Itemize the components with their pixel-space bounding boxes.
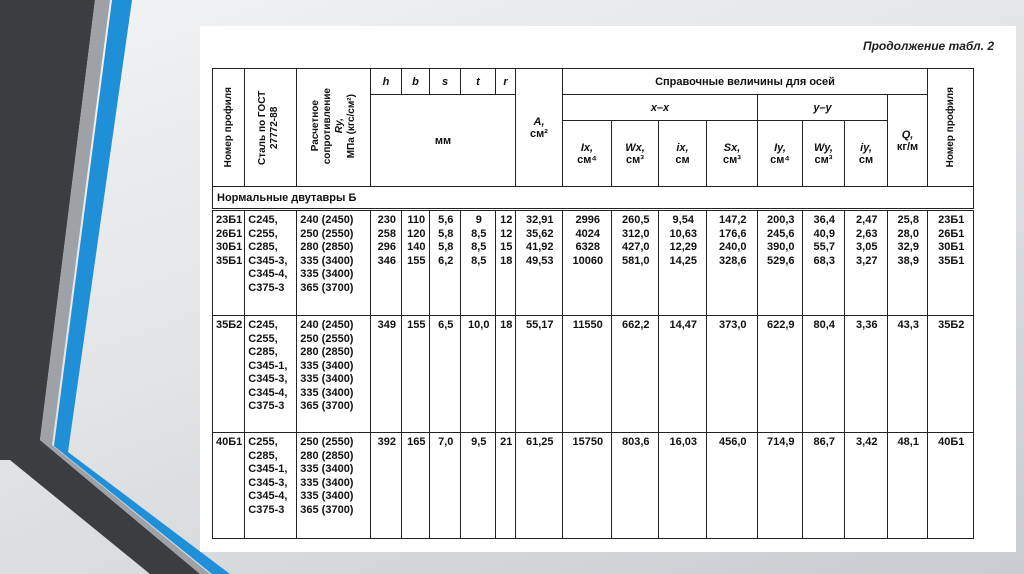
cell-Wy: 36,4 40,9 55,7 68,3 bbox=[803, 211, 845, 316]
profile-table bbox=[212, 68, 974, 209]
cell-Wx: 260,5 312,0 427,0 581,0 bbox=[612, 211, 659, 316]
section-title: Нормальные двутавры Б bbox=[213, 187, 974, 209]
header-iy-moment: Iy, см⁴ bbox=[758, 121, 803, 187]
cell-profile2: 23Б1 26Б1 30Б1 35Б1 bbox=[928, 211, 974, 316]
cell-steel: С245, С255, С285, С345-1, С345-3, С345-4, С375-3 bbox=[245, 316, 297, 433]
cell-ix: 9,54 10,63 12,29 14,25 bbox=[659, 211, 707, 316]
header-sx: Sx, см³ bbox=[707, 121, 758, 187]
profile-table-body bbox=[212, 210, 974, 539]
header-area: A, см² bbox=[516, 69, 563, 187]
header-b: b bbox=[402, 69, 430, 95]
header-t: t bbox=[461, 69, 496, 95]
cell-Wx: 662,2 bbox=[612, 316, 659, 433]
cell-b: 165 bbox=[402, 433, 430, 539]
header-h: h bbox=[371, 69, 402, 95]
table-page bbox=[200, 26, 1016, 552]
cell-profile: 40Б1 bbox=[213, 433, 245, 539]
cell-profile: 35Б2 bbox=[213, 316, 245, 433]
cell-Wx: 803,6 bbox=[612, 433, 659, 539]
section-row bbox=[213, 187, 974, 209]
cell-ix: 14,47 bbox=[659, 316, 707, 433]
cell-Q: 25,8 28,0 32,9 38,9 bbox=[888, 211, 928, 316]
cell-Q: 43,3 bbox=[888, 316, 928, 433]
header-design-resistance: Расчетное сопротивление Rу, МПа (кгс/см²) bbox=[297, 69, 371, 187]
cell-h: 349 bbox=[371, 316, 402, 433]
cell-Q: 48,1 bbox=[888, 433, 928, 539]
cell-r: 21 bbox=[496, 433, 516, 539]
cell-Wy: 80,4 bbox=[803, 316, 845, 433]
cell-steel: С255, С285, С345-1, С345-3, С345-4, С375-3 bbox=[245, 433, 297, 539]
cell-s: 6,5 bbox=[430, 316, 461, 433]
cell-t: 10,0 bbox=[461, 316, 496, 433]
header-r: r bbox=[496, 69, 516, 95]
cell-ix: 16,03 bbox=[659, 433, 707, 539]
cell-Iy: 622,9 bbox=[758, 316, 803, 433]
cell-Iy: 200,3 245,6 390,0 529,6 bbox=[758, 211, 803, 316]
cell-Ix: 11550 bbox=[563, 316, 612, 433]
cell-Sx: 147,2 176,6 240,0 328,6 bbox=[707, 211, 758, 316]
header-iy-radius: iy, см bbox=[845, 121, 888, 187]
header-ix-radius: ix, см bbox=[659, 121, 707, 187]
table-row bbox=[213, 211, 974, 316]
cell-b: 155 bbox=[402, 316, 430, 433]
cell-r: 12 12 15 18 bbox=[496, 211, 516, 316]
cell-Ix: 15750 bbox=[563, 433, 612, 539]
cell-s: 5,6 5,8 5,8 6,2 bbox=[430, 211, 461, 316]
header-wx: Wx, см³ bbox=[612, 121, 659, 187]
cell-Iy: 714,9 bbox=[758, 433, 803, 539]
header-wy: Wy, см³ bbox=[803, 121, 845, 187]
cell-ry: 250 (2550) 280 (2850) 335 (3400) 335 (3400) 335 (3400) 365 (3700) bbox=[297, 433, 371, 539]
table-row bbox=[213, 316, 974, 433]
table-caption: Продолжение табл. 2 bbox=[862, 39, 994, 53]
header-axis-xx: x–x bbox=[563, 95, 758, 121]
cell-h: 230 258 296 346 bbox=[371, 211, 402, 316]
header-s: s bbox=[430, 69, 461, 95]
cell-profile: 23Б1 26Б1 30Б1 35Б1 bbox=[213, 211, 245, 316]
cell-iy: 3,42 bbox=[845, 433, 888, 539]
cell-A: 32,91 35,62 41,92 49,53 bbox=[516, 211, 563, 316]
slide-decoration bbox=[0, 0, 230, 574]
header-steel: Сталь по ГОСТ 27772-88 bbox=[245, 69, 297, 187]
cell-steel: С245, С255, С285, С345-3, С345-4, С375-3 bbox=[245, 211, 297, 316]
cell-t: 9 8,5 8,5 8,5 bbox=[461, 211, 496, 316]
header-mm: мм bbox=[371, 95, 516, 187]
cell-ry: 240 (2450) 250 (2550) 280 (2850) 335 (3400) 335 (3400) 335 (3400) 365 (3700) bbox=[297, 316, 371, 433]
cell-Ix: 2996 4024 6328 10060 bbox=[563, 211, 612, 316]
cell-t: 9,5 bbox=[461, 433, 496, 539]
header-axis-yy: y–y bbox=[758, 95, 888, 121]
cell-Sx: 373,0 bbox=[707, 316, 758, 433]
cell-A: 61,25 bbox=[516, 433, 563, 539]
cell-b: 110 120 140 155 bbox=[402, 211, 430, 316]
cell-ry: 240 (2450) 250 (2550) 280 (2850) 335 (3400) 335 (3400) 365 (3700) bbox=[297, 211, 371, 316]
cell-r: 18 bbox=[496, 316, 516, 433]
cell-Wy: 86,7 bbox=[803, 433, 845, 539]
cell-profile2: 35Б2 bbox=[928, 316, 974, 433]
header-ix-moment: Ix, см⁴ bbox=[563, 121, 612, 187]
cell-A: 55,17 bbox=[516, 316, 563, 433]
cell-profile2: 40Б1 bbox=[928, 433, 974, 539]
cell-Sx: 456,0 bbox=[707, 433, 758, 539]
cell-h: 392 bbox=[371, 433, 402, 539]
cell-s: 7,0 bbox=[430, 433, 461, 539]
header-weight: Q, кг/м bbox=[888, 95, 928, 187]
cell-iy: 3,36 bbox=[845, 316, 888, 433]
header-profile-no-right: Номер профиля bbox=[928, 69, 974, 187]
table-row bbox=[213, 433, 974, 539]
header-reference-values: Справочные величины для осей bbox=[563, 69, 928, 95]
header-profile-no: Номер профиля bbox=[213, 69, 245, 187]
cell-iy: 2,47 2,63 3,05 3,27 bbox=[845, 211, 888, 316]
